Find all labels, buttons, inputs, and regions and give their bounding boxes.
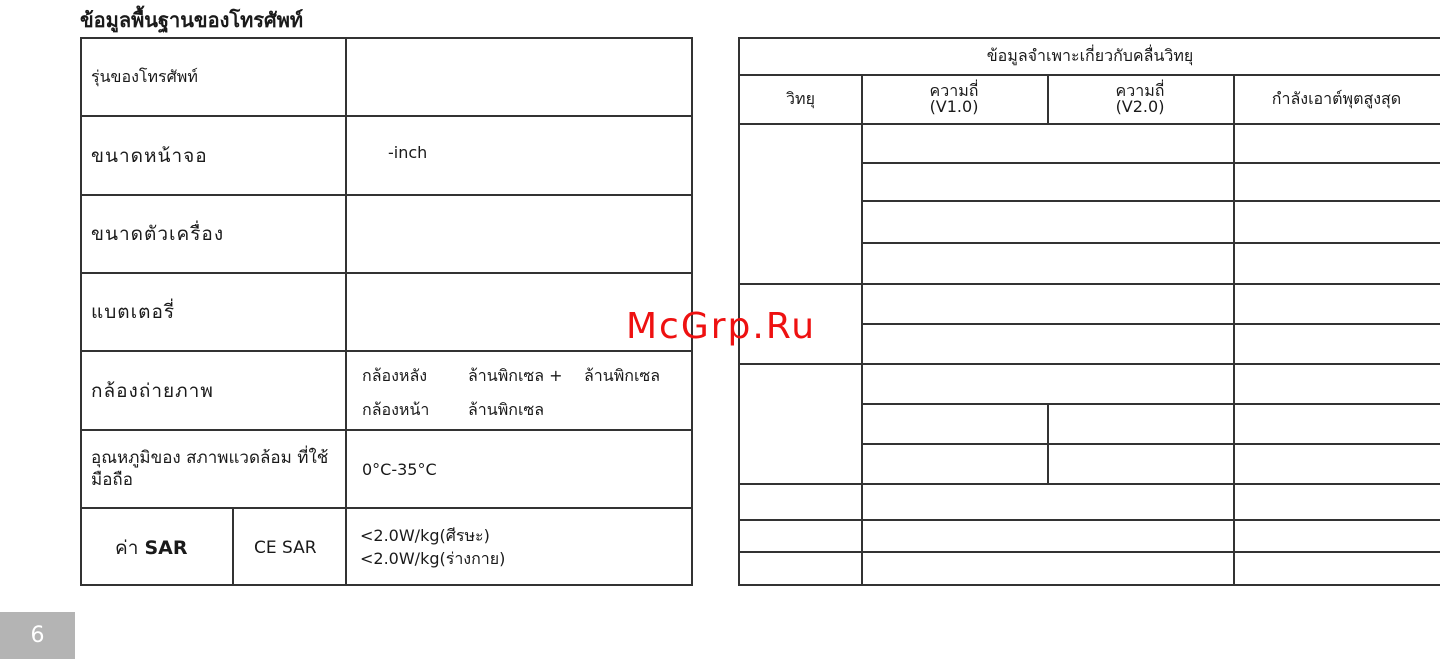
rear-camera-label: กล้องหลัง xyxy=(362,366,428,385)
temperature-label: อุณหภูมิของ สภาพแวดล้อม ที่ใช้มือถือ xyxy=(91,448,329,490)
front-camera-label: กล้องหน้า xyxy=(362,400,430,419)
row-divider xyxy=(740,551,1440,553)
row-divider xyxy=(861,443,1440,445)
row-divider xyxy=(861,323,1440,325)
rear-camera-value: ล้านพิกเซล + xyxy=(468,366,563,385)
max-power-header-text: กำลังเอาต์พุตสูงสุด xyxy=(1271,88,1402,108)
row-divider xyxy=(861,403,1440,405)
battery-label: แบตเตอรี่ xyxy=(91,301,176,323)
temperature-value: 0°C-35°C xyxy=(362,459,437,479)
row-divider xyxy=(861,162,1440,164)
row-divider xyxy=(861,200,1440,202)
row-divider xyxy=(740,363,1440,365)
camera-label: กล้องถ่ายภาพ xyxy=(91,379,214,402)
phone-model-label: รุ่นของโทรศัพท์ xyxy=(91,66,198,86)
front-camera-value: ล้านพิกเซล xyxy=(468,400,545,419)
phone-model-value xyxy=(362,39,682,115)
freq-v2-column-header xyxy=(1047,74,1233,123)
column-divider xyxy=(1233,74,1235,584)
column-divider xyxy=(345,39,347,584)
row-divider xyxy=(740,283,1440,285)
max-power-column-header xyxy=(1233,74,1440,123)
sar-body-value: <2.0W/kg(ร่างกาย) xyxy=(360,549,506,568)
device-size-value xyxy=(362,196,682,272)
freq-v1-column-header xyxy=(861,74,1047,123)
sar-label-bold: SAR xyxy=(144,536,188,559)
sar-head-value: <2.0W/kg(ศีรษะ) xyxy=(360,526,490,545)
sar-divider xyxy=(232,507,234,584)
row-divider xyxy=(740,483,1440,485)
page-title: ข้อมูลพื้นฐานของโทรศัพท์ xyxy=(80,8,304,32)
screen-size-label: ขนาดหน้าจอ xyxy=(91,144,208,167)
watermark: McGrp.Ru xyxy=(626,306,817,347)
screen-size-value: -inch xyxy=(388,143,428,162)
radio-header-text: วิทยุ xyxy=(786,88,815,108)
radio-spec-table xyxy=(738,37,1440,586)
sar-label-prefix: ค่า xyxy=(115,536,139,559)
radio-spec-title: ข้อมูลจำเพาะเกี่ยวกับคลื่นวิทยุ xyxy=(986,46,1194,65)
freq-v1-header-line2: (V1.0) xyxy=(929,96,979,116)
radio-column-header xyxy=(740,74,861,123)
sar-label xyxy=(115,509,230,586)
freq-v2-header-line1: ความถี่ xyxy=(1115,80,1165,100)
row-divider xyxy=(861,242,1440,244)
rear-camera-value-2: ล้านพิกเซล xyxy=(584,366,661,385)
basic-info-table xyxy=(80,37,693,586)
row-divider xyxy=(740,123,1440,125)
page-number: 6 xyxy=(0,612,75,659)
sar-type: CE SAR xyxy=(254,537,317,558)
row-divider xyxy=(740,519,1440,521)
freq-v1-header-line1: ความถี่ xyxy=(929,80,979,100)
freq-v2-header-line2: (V2.0) xyxy=(1115,96,1165,116)
device-size-label: ขนาดตัวเครื่อง xyxy=(91,223,225,245)
column-divider xyxy=(861,74,863,584)
